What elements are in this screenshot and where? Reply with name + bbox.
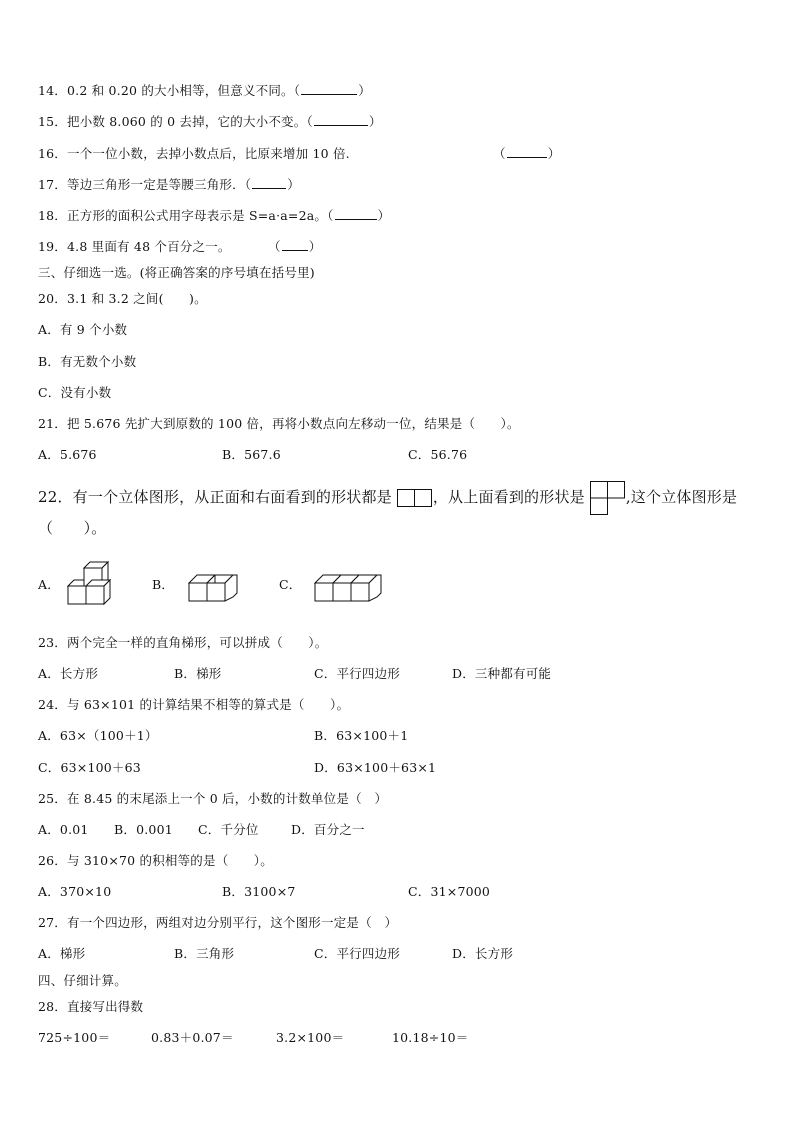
question-27: 27．有一个四边形，两组对边分别平行，这个图形一定是（ ） [38, 915, 398, 930]
question-16-answer [493, 146, 560, 162]
paren-close: ） [287, 177, 300, 192]
answer-blank[interactable] [335, 208, 377, 220]
question-22-text-part2: ，从上面看到的形状是 [432, 488, 585, 506]
option-c[interactable] [279, 577, 301, 593]
question-16 [38, 146, 350, 162]
option-a-label: A． [38, 577, 60, 592]
top-view-shape [590, 481, 626, 515]
option-c[interactable]: C．56.76 [408, 447, 468, 462]
question-26: 26．与 310×70 的积相等的是（ ）。 [38, 853, 273, 868]
paren-open: （ [268, 239, 281, 254]
paren-close: ） [377, 208, 391, 223]
question-15 [38, 114, 382, 130]
option-a[interactable]: A．有 9 个小数 [38, 322, 128, 337]
question-23: 23．两个完全一样的直角梯形，可以拼成（ ）。 [38, 635, 328, 650]
option-c[interactable]: C．平行四边形 [314, 666, 400, 681]
option-d[interactable]: D．63×100＋63×1 [314, 760, 437, 775]
option-a[interactable]: A．63×（100＋1） [38, 728, 158, 743]
option-b[interactable]: B．梯形 [174, 666, 222, 681]
question-22-paren: （ ）。 [38, 519, 107, 537]
question-17 [38, 177, 300, 193]
option-b[interactable]: B．0.001 [114, 822, 173, 837]
option-a[interactable]: A．0.01 [38, 822, 89, 837]
section-heading-4: 四、仔细计算。 [38, 973, 127, 988]
option-a[interactable]: A．370×10 [38, 884, 112, 899]
question-22 [38, 481, 737, 515]
solid-figure-c-icon [314, 572, 384, 604]
option-d[interactable]: D．长方形 [452, 946, 514, 961]
option-c[interactable]: C．没有小数 [38, 385, 112, 400]
question-22-text-part1: 22．有一个立体图形，从正面和右面看到的形状都是 [38, 488, 392, 506]
option-b[interactable]: B．有无数个小数 [38, 354, 137, 369]
answer-blank[interactable] [282, 239, 308, 251]
option-b[interactable]: B．63×100＋1 [314, 728, 409, 743]
question-25: 25．在 8.45 的末尾添上一个 0 后，小数的计数单位是（ ） [38, 791, 388, 806]
solid-figure-b-icon [188, 572, 240, 604]
question-15-text: 15．把小数 8.060 的 0 去掉，它的大小不变。（ [38, 114, 313, 129]
question-19-answer [268, 239, 321, 255]
option-c[interactable]: C．千分位 [198, 822, 259, 837]
calc-item-1: 725÷100＝ [38, 1030, 111, 1045]
question-17-text: 17．等边三角形一定是等腰三角形．（ [38, 177, 252, 192]
front-view-shape [397, 488, 433, 508]
option-b[interactable]: B．567.6 [222, 447, 281, 462]
section-heading-3: 三、仔细选一选。(将正确答案的序号填在括号里) [38, 265, 315, 280]
question-19-text: 19．4.8 里面有 48 个百分之一。 [38, 239, 231, 254]
option-b[interactable]: B．三角形 [174, 946, 235, 961]
question-20: 20．3.1 和 3.2 之间( )。 [38, 291, 207, 306]
option-c[interactable]: C．31×7000 [408, 884, 491, 899]
option-a[interactable] [38, 577, 60, 593]
option-a[interactable]: A．5.676 [38, 447, 97, 462]
calc-item-2: 0.83＋0.07＝ [151, 1030, 234, 1045]
calc-item-4: 10.18÷10＝ [392, 1030, 469, 1045]
paren-close: ） [547, 146, 561, 161]
option-d[interactable]: D．百分之一 [291, 822, 365, 837]
paren-open: （ [493, 146, 506, 161]
option-d[interactable]: D．三种都有可能 [452, 666, 552, 681]
answer-blank[interactable] [507, 146, 547, 158]
answer-blank[interactable] [301, 83, 357, 95]
question-19 [38, 239, 231, 255]
question-21: 21．把 5.676 先扩大到原数的 100 倍，再将小数点向左移动一位，结果是（ ）。 [38, 416, 520, 431]
question-14-text: 14．0.2 和 0.20 的大小相等，但意义不同。（ [38, 83, 301, 98]
answer-blank[interactable] [252, 177, 286, 189]
question-18-text: 18．正方形的面积公式用字母表示是 S=a·a=2a。（ [38, 208, 334, 223]
option-a[interactable]: A．长方形 [38, 666, 99, 681]
question-18 [38, 208, 390, 224]
option-c[interactable]: C．63×100＋63 [38, 760, 141, 775]
option-c[interactable]: C．平行四边形 [314, 946, 400, 961]
option-b-label: B． [152, 577, 175, 592]
option-b[interactable] [152, 577, 174, 593]
solid-figure-a-icon [66, 560, 120, 608]
question-24: 24．与 63×101 的计算结果不相等的算式是（ ）。 [38, 697, 350, 712]
option-a[interactable]: A．梯形 [38, 946, 86, 961]
option-c-label: C． [279, 577, 302, 592]
question-16-text: 16．一个一位小数，去掉小数点后，比原来增加 10 倍. [38, 146, 350, 161]
question-14 [38, 83, 371, 99]
option-b[interactable]: B．3100×7 [222, 884, 296, 899]
calc-item-3: 3.2×100＝ [276, 1030, 345, 1045]
answer-blank[interactable] [314, 114, 368, 126]
paren-close: ） [308, 239, 322, 254]
paren-close: ） [368, 114, 382, 129]
question-22-text-part3: ,这个立体图形是 [625, 488, 738, 506]
paren-close: ） [358, 83, 371, 98]
question-28: 28．直接写出得数 [38, 999, 144, 1014]
